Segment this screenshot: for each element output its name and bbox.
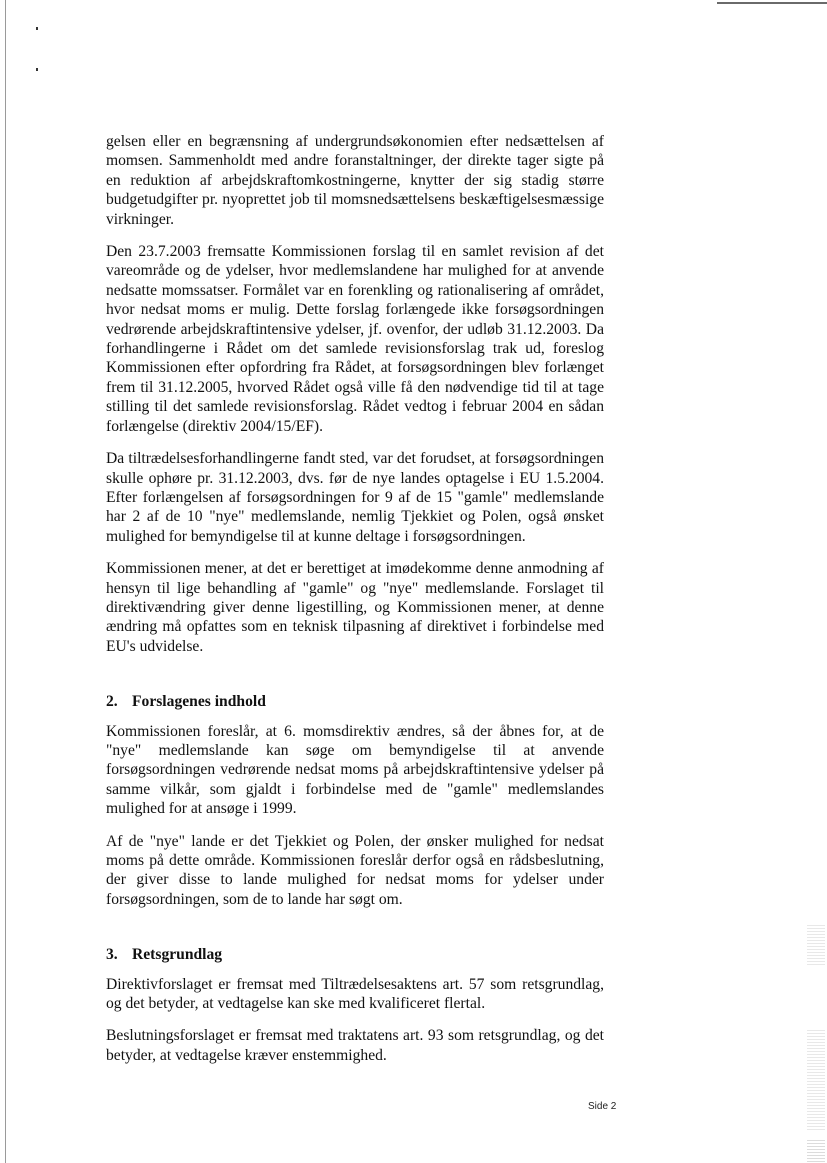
body-paragraph: Da tiltrædelsesforhandlingerne fandt sted, var det forudset, at forsøgsordningen skulle ophøre pr. 31.12.2003, dvs. før de nye landes optagelse i EU 1.5.2004. Efter forlængelsen af forsøgsordningen for 9 af de 15 "gamle" medlemslande har 2 af de 10 "nye" medlemslande, nemlig Tjekkiet og Polen, også ønsket mulighed for bemyndigelse til at kunne deltage i forsøgsordningen. xyxy=(106,450,604,545)
scan-speck xyxy=(36,27,38,30)
document-body xyxy=(106,132,604,1065)
section-title: Forslagenes indhold xyxy=(132,693,266,711)
section-number: 2. xyxy=(106,693,118,711)
body-paragraph: gelsen eller en begrænsning af undergrundsøkonomien efter nedsættelsen af momsen. Sammenholdt med andre foranstaltninger, der direkte tager sigte på en reduktion af arbejdskraftomkostningerne, knytter der sig stadig større budgetudgifter pr. nyoprettet job til momsnedsættelsens beskæftigelsesmæssige virkninger. xyxy=(106,133,604,228)
body-paragraph: Kommissionen foreslår, at 6. momsdirektiv ændres, så der åbnes for, at de "nye" medlemslande kan søge om bemyndigelse til at anvende forsøgsordningen vedrørende nedsat moms på arbejdskraftintensive ydelser på samme vilkår, som gjaldt i forbindelse med de "gamle" medlemslandes mulighed for at ansøge i 1999. xyxy=(106,722,604,818)
page-number: Side 2 xyxy=(588,1101,617,1112)
body-paragraph: Den 23.7.2003 fremsatte Kommissionen forslag til en samlet revision af det vareområde og de ydelser, hvor medlemslandene har mulighed for at anvende nedsatte momssatser. Formålet var en forenkling og rationalisering af området, hvor nedsat moms er mulig. Dette forslag forlængede ikke forsøgsordningen vedrørende arbejdskraftintensive ydelser, jf. ovenfor, der udløb 31.12.2003. Da forhandlingerne i Rådet om det samlede revisionsforslag trak ud, foreslog Kommissionen efter opfordring fra Rådet, at forsøgsordningen blev forlænget frem til 31.12.2005, hvorved Rådet også ville få den nødvendige tid til at tage stilling til det samlede revisionsforslag. Rådet vedtog i februar 2004 en sådan forlængelse (direktiv 2004/15/EF). xyxy=(106,243,604,435)
scan-edge-left xyxy=(5,0,6,1163)
scan-noise xyxy=(807,925,825,965)
scan-speck xyxy=(36,68,38,71)
scan-noise xyxy=(807,1030,825,1130)
section-title: Retsgrundlag xyxy=(132,946,223,964)
body-paragraph: Kommissionen mener, at det er berettiget at imødekomme denne anmodning af hensyn til lige behandling af "gamle" og "nye" medlemslande. Forslaget til direktivændring giver denne ligestilling, og Kommissionen mener, at denne ændring må opfattes som en teknisk tilpasning af direktivet i forbindelse med EU's udvidelse. xyxy=(106,560,604,655)
section-heading-3 xyxy=(106,945,604,964)
section-number: 3. xyxy=(106,946,118,964)
scan-noise xyxy=(807,1140,825,1162)
body-paragraph: Af de "nye" lande er det Tjekkiet og Polen, der ønsker mulighed for nedsat moms på dette område. Kommissionen foreslår derfor også en rådsbeslutning, der giver disse to lande mulighed for nedsat moms for ydelser under forsøgsordningen, som de to lande har søgt om. xyxy=(106,832,604,908)
body-paragraph: Beslutningsforslaget er fremsat med traktatens art. 93 som retsgrundlag, og det betyder, at vedtagelse kræver enstemmighed. xyxy=(106,1027,604,1064)
section-heading-2 xyxy=(106,692,604,711)
body-paragraph: Direktivforslaget er fremsat med Tiltrædelsesaktens art. 57 som retsgrundlag, og det betyder, at vedtagelse kan ske med kvalificeret flertal. xyxy=(106,975,604,1013)
scan-edge-top xyxy=(717,2,827,4)
